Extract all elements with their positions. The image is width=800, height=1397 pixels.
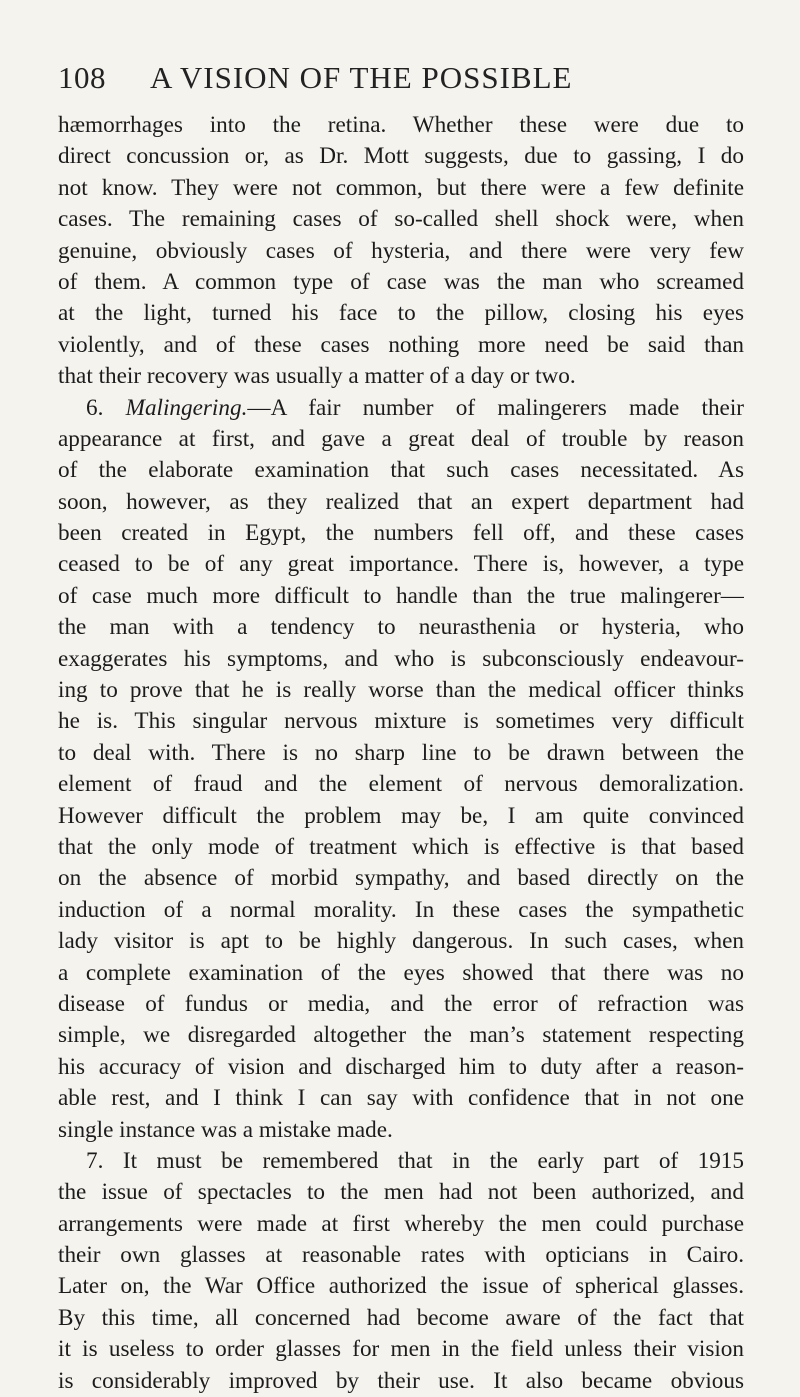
text-line: By this time, all concerned had become aware of the fact that bbox=[58, 1304, 744, 1331]
running-header bbox=[58, 60, 744, 102]
text-line: simple, we disregarded altogether the man’s statement respecting bbox=[58, 1022, 744, 1049]
text-line: his accuracy of vision and discharged him to duty after a reason- bbox=[58, 1053, 744, 1080]
text-line: at the light, turned his face to the pillow, closing his eyes bbox=[58, 300, 744, 327]
text-line: lady visitor is apt to be highly dangerous. In such cases, when bbox=[58, 928, 744, 955]
text-line: the issue of spectacles to the men had not been authorized, and bbox=[58, 1179, 744, 1206]
paragraph-7-first-line: 7. It must be remembered that in the early part of 1915 bbox=[86, 1147, 744, 1174]
text-line: of case much more difficult to handle than the true malingerer— bbox=[58, 582, 744, 609]
text-line: direct concussion or, as Dr. Mott suggests, due to gassing, I do bbox=[58, 143, 744, 170]
text-line: of the elaborate examination that such cases necessitated. As bbox=[58, 457, 744, 484]
text-line: induction of a normal morality. In these cases the sympathetic bbox=[58, 896, 744, 923]
paragraph-6-first-line bbox=[58, 393, 744, 424]
section-heading-malingering: Malingering. bbox=[125, 394, 248, 421]
text-line: cases. The remaining cases of so-called shell shock were, when bbox=[58, 206, 744, 233]
text-line: arrangements were made at first whereby the men could purchase bbox=[58, 1210, 744, 1237]
text-line: he is. This singular nervous mixture is sometimes very difficult bbox=[58, 708, 744, 735]
text-line: However difficult the problem may be, I am quite convinced bbox=[58, 802, 744, 829]
text-line: a complete examination of the eyes showed that there was no bbox=[58, 959, 744, 986]
running-title: A VISION OF THE POSSIBLE bbox=[150, 60, 573, 95]
text-line: is considerably improved by their use. It also became obvious bbox=[58, 1367, 744, 1394]
text-line: ceased to be of any great importance. There is, however, a type bbox=[58, 551, 744, 578]
page-number: 108 bbox=[58, 60, 106, 95]
text-line: element of fraud and the element of nervous demoralization. bbox=[58, 771, 744, 798]
paragraph-number: 6. bbox=[86, 394, 104, 421]
text-line: single instance was a mistake made. bbox=[58, 1116, 393, 1143]
text-line: genuine, obviously cases of hysteria, and there were very few bbox=[58, 237, 744, 264]
text-line: able rest, and I think I can say with confidence that in not one bbox=[58, 1085, 744, 1112]
text-line: to deal with. There is no sharp line to be drawn between the bbox=[58, 739, 744, 766]
text-line: their own glasses at reasonable rates with opticians in Cairo. bbox=[58, 1242, 744, 1269]
text-line: exaggerates his symptoms, and who is subconsciously endeavour- bbox=[58, 645, 744, 672]
text-line: Later on, the War Office authorized the issue of spherical glasses. bbox=[58, 1273, 744, 1300]
text-line: of them. A common type of case was the man who screamed bbox=[58, 268, 744, 295]
text-line: not know. They were not common, but there were a few definite bbox=[58, 174, 744, 201]
body-text bbox=[58, 110, 744, 1397]
text-line: that their recovery was usually a matter of a day or two. bbox=[58, 363, 576, 390]
text-line: disease of fundus or media, and the error of refraction was bbox=[58, 990, 744, 1017]
text-line: the man with a tendency to neurasthenia or hysteria, who bbox=[58, 614, 744, 641]
text-line: violently, and of these cases nothing more need be said than bbox=[58, 331, 744, 358]
text-line: that the only mode of treatment which is effective is that based bbox=[58, 833, 744, 860]
text-line: hæmorrhages into the retina. Whether these were due to bbox=[58, 112, 744, 138]
text-line: soon, however, as they realized that an expert department had bbox=[58, 488, 744, 515]
text-line: on the absence of morbid sympathy, and based directly on the bbox=[58, 865, 744, 892]
text-run: —A fair number of malingerers made their bbox=[247, 394, 744, 421]
text-line: appearance at first, and gave a great deal of trouble by reason bbox=[58, 425, 744, 452]
text-line: it is useless to order glasses for men in the field unless their vision bbox=[58, 1336, 744, 1363]
text-line: ing to prove that he is really worse than the medical officer thinks bbox=[58, 677, 744, 704]
text-line: been created in Egypt, the numbers fell off, and these cases bbox=[58, 520, 744, 547]
